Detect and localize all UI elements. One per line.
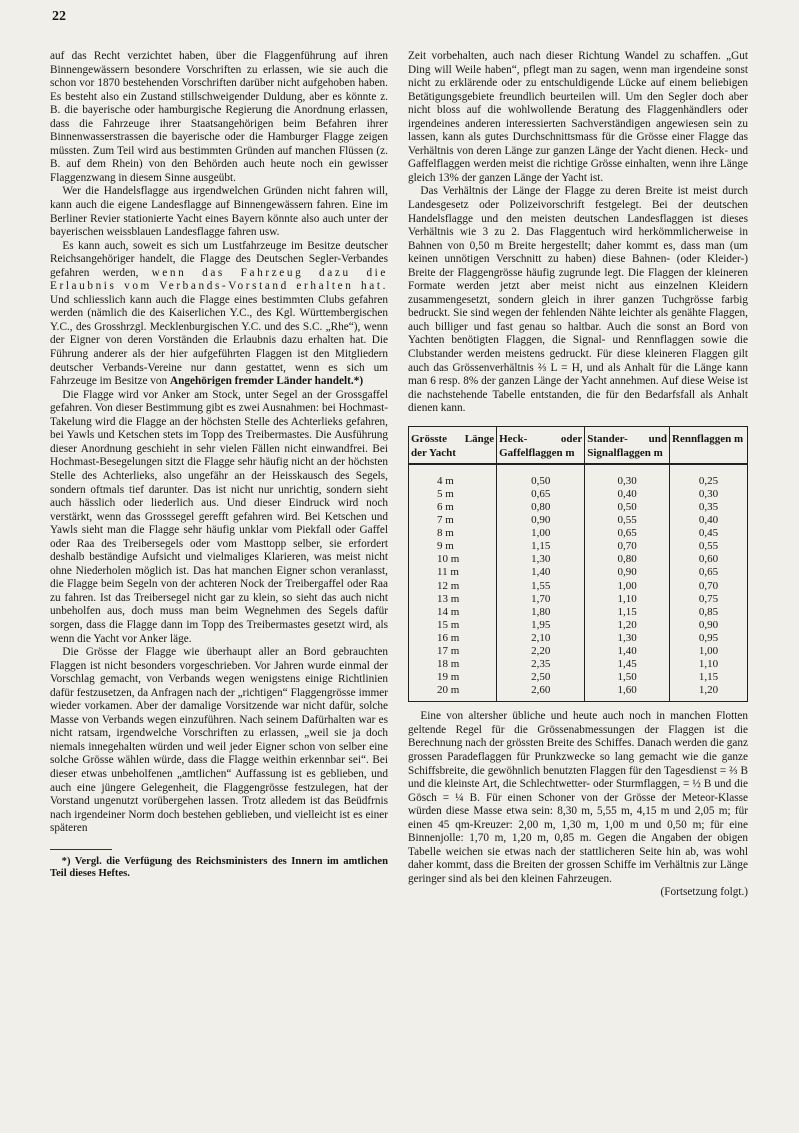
table-cell: 6 m — [409, 501, 497, 514]
spaced-emphasis: wenn das Fahrzeug dazu die Erlaubnis vom Verbands-Vorstand erhalten hat. — [50, 266, 388, 293]
table-cell: 2,20 — [497, 645, 585, 658]
paragraph-text: Es kann auch, soweit es sich um Lustfahrzeuge im Besitze deutscher Reichsangehöriger handelt, die Flagge des Deutschen Segler-Verbandes gefahren werden, — [50, 239, 388, 279]
page-number: 22 — [52, 9, 66, 24]
flag-size-table — [408, 426, 748, 703]
table-cell: 7 m — [409, 514, 497, 527]
table-cell: 0,50 — [585, 501, 670, 514]
table-row — [409, 488, 748, 501]
left-column — [50, 50, 388, 881]
table-cell: 11 m — [409, 566, 497, 579]
table-row — [409, 632, 748, 645]
table-cell: 0,95 — [670, 632, 748, 645]
table-row — [409, 593, 748, 606]
table-row — [409, 658, 748, 671]
paragraph: Eine von altersher übliche und heute auch noch in manchen Flotten geltende Regel für die Grössenabmessungen der Flaggen ist die Berechnung nach der grössten Breite des Schiffes. Danach werden die ganz grossen Paradeflaggen für Prunkzwecke so lang gemacht wie die ganze Schiffsbreite, die gewöhnlich benutzten Flaggen für den Tagesdienst = ⅔ B und die kleinste Art, die Schlechtwetter- oder Sturmflaggen, = ½ B und die Gösch = ¼ B. Für einen Schoner von der Grösse der Meteor-Klasse würden diese Masse etwa sein: 8,30 m, 5,55 m, 4,15 m und 2,05 m; für einen 45 qm-Kreuzer: 2,00 m, 1,30 m, 1,00 m und 0,50 m; für eine Binnenjolle: 1,70 m, 1,20 m, 0,85 m. Gegen die Angaben der obigen Tabelle weichen sie etwas nach der stattlicheren Seite hin ab, was wohl daher kommt, dass die Breiten der grossen Schiffe im Verhältnis zur Länge geringer sind als bei den kleinen Fahrzeugen. — [408, 710, 748, 885]
table-cell: 1,00 — [585, 580, 670, 593]
bold-emphasis: Angehörigen fremder Länder handelt.*) — [169, 375, 364, 388]
table-cell: 18 m — [409, 658, 497, 671]
table-cell: 0,90 — [670, 619, 748, 632]
table-cell: 0,55 — [670, 540, 748, 553]
table-cell: 2,60 — [497, 684, 585, 702]
table-cell: 0,70 — [585, 540, 670, 553]
table-cell: 1,70 — [497, 593, 585, 606]
table-cell: 0,90 — [497, 514, 585, 527]
table-cell: 1,15 — [497, 540, 585, 553]
table-cell: 9 m — [409, 540, 497, 553]
table-row — [409, 501, 748, 514]
table-cell: 1,40 — [497, 566, 585, 579]
table-cell: 4 m — [409, 464, 497, 488]
table-cell: 0,70 — [670, 580, 748, 593]
table-cell: 1,00 — [670, 645, 748, 658]
table-cell: 1,00 — [497, 527, 585, 540]
table-row — [409, 540, 748, 553]
table-cell: 0,40 — [670, 514, 748, 527]
table-row — [409, 527, 748, 540]
paragraph: Das Verhältnis der Länge der Flagge zu deren Breite ist meist durch Landesgesetz oder Polizeivorschrift festgelegt. Bei der deutschen Handelsflagge und den meisten deutschen Landesflaggen ist dieses Verhältnis wie 3 zu 2. Das Flaggentuch wird herkömmlicherweise in Bahnen von 0,50 m Breite hergestellt; daher kommt es, dass man (um keinen unnötigen Verschnitt zu haben) diese Bahnen- (oder Kleider-) Breite der Flaggengrösse häufig zugrunde legt. Die Flaggen der kleineren Formate werden jetzt aber meist nicht aus einzelnen Kleidern zusammengesetzt, sondern gleich in ihrer ganzen Tuchgrösse farbig bedruckt. Sie sind wegen der fehlenden Nähte leichter als genähte Flaggen, auch billiger und fast genau so haltbar. Auch die sonst an Bord von Yachten benötigten Flaggen, die Signal- und Rennflaggen sowie die Clubstander werden meistens gedruckt. Für diese kleineren Flaggen gilt auch das Grössenverhältnis ⅔ L = H, und als Anhalt für die Länge kann man 6 resp. 8% der ganzen Länge der Yacht annehmen. Auf diese Weise ist die nachstehende Tabelle entstanden, die für den Bedarfsfall als Anhalt dienen kann. — [408, 185, 748, 415]
table-cell: 16 m — [409, 632, 497, 645]
table-cell: 1,15 — [585, 606, 670, 619]
table-cell: 0,80 — [497, 501, 585, 514]
table-cell: 13 m — [409, 593, 497, 606]
paragraph: Die Grösse der Flagge wie überhaupt aller an Bord gebrauchten Flaggen ist nicht besonders vorgeschrieben. Vor Jahren wurde einmal der Vorschlag gemacht, von Verbands wegen wenigstens einige Richtlinien dafür festzusetzen, da Anfragen nach der „richtigen“ Flaggengrösse immer wieder vorkamen. Aber der damalige Vorsitzende war nicht dafür, solche Masse von Verbands wegen einzuführen. Nach seinem Dafürhalten war es nicht ratsam, irgendwelche Vorschriften zu erlassen, „weil sie ja doch niemals innegehalten würden und weil jeder Eigner schon von selber eine solche Grösse wählen würde, dass die Flagge weithin erkennbar sei“. Bei dieser etwas unbeholfenen „amtlichen“ Auffassung ist es geblieben, und auch eine jüngere Gelegenheit, die Flaggengrösse festzulegen, hat der Vorstand ungenutzt vorübergehen lassen. Trotz alledem ist das Beüdfrnis nach irgendeiner Norm doch bestehen geblieben, und vielleicht ist es einer späteren — [50, 646, 388, 835]
table-cell: 1,30 — [585, 632, 670, 645]
continuation-note: (Fortsetzung folgt.) — [660, 886, 748, 899]
footnote-rule — [50, 849, 112, 850]
table-cell: 1,95 — [497, 619, 585, 632]
table-cell: 1,40 — [585, 645, 670, 658]
table-cell: 1,15 — [670, 671, 748, 684]
table-cell: 0,55 — [585, 514, 670, 527]
table-header-row — [409, 426, 748, 464]
table-cell: 2,50 — [497, 671, 585, 684]
paragraph — [50, 240, 388, 389]
table-cell: 0,30 — [585, 464, 670, 488]
table-row — [409, 580, 748, 593]
table-cell: 1,10 — [585, 593, 670, 606]
paragraph: Wer die Handelsflagge aus irgendwelchen Gründen nicht fahren will, kann auch die eigene Landesflagge auf Binnengewässern fahren. Eine im Berliner Revier stationierte Yacht eines Bayern könnte also auch unter der bayerischen weissblauen Landesflagge fahren usw. — [50, 185, 388, 239]
table-cell: 0,65 — [585, 527, 670, 540]
table-cell: 20 m — [409, 684, 497, 702]
table-cell: 1,50 — [585, 671, 670, 684]
table-cell: 0,65 — [497, 488, 585, 501]
table-cell: 0,40 — [585, 488, 670, 501]
table-cell: 15 m — [409, 619, 497, 632]
table-row — [409, 464, 748, 488]
table-row — [409, 684, 748, 702]
table-row — [409, 566, 748, 579]
table-cell: 0,65 — [670, 566, 748, 579]
table-cell: 0,75 — [670, 593, 748, 606]
column-header: Grösste Länge der Yacht — [409, 426, 497, 464]
table-cell: 12 m — [409, 580, 497, 593]
table-row — [409, 671, 748, 684]
table-row — [409, 606, 748, 619]
table-cell: 2,10 — [497, 632, 585, 645]
table-cell: 0,50 — [497, 464, 585, 488]
paragraph: Die Flagge wird vor Anker am Stock, unter Segel an der Grossgaffel gefahren. Von dieser Bestimmung gibt es zwei Ausnahmen: bei Hochmast-Takelung wird die Flagge an der höchsten Stelle des Achterlieks gefahren, bei Yawls und Ketschen stets im Topp des Treibermastes. Die Ausführung dieser Anordnung geschieht in sehr vielen Fällen nicht einwandfrei. Bei Hochmast-Besegelungen sitzt die Flagge sehr häufig nicht an der höchsten Stelle des Achterlieks, also ungefähr an der Heisskausch des Segels, sondern oftmals tief darunter. Das ist nicht nur unrichtig, sondern sieht auch hässlich oder liederlich aus. Und dieser Eindruck wird noch verstärkt, wenn das Grosssegel gerefft gefahren wird. Bei Ketschen und Yawls sieht man die Flagge sehr häufig unklar vom Piekfall oder Gaffel oder Raa des Treibersegels oder vom Masttopp selber, sie erfordert deshalb beständige Aufsicht und vielmaliges Klarieren, was meist nicht ohne Niederholen möglich ist. Das hat manchen Eigner schon veranlasst, die Flagge beim Segeln von der achteren Nock der Treibergaffel oder Raa zu fahren. Ist das Treibersegel nicht gar zu klein, so sieht das auch nicht unbeholfen aus, doch muss man beim Wegnehmen des Segels dafür sorgen, dass die Flagge dann im Topp des Treibermastes gesetzt wird, als wenn die Yacht vor Anker läge. — [50, 388, 388, 645]
table-cell: 1,60 — [585, 684, 670, 702]
right-column — [408, 50, 748, 900]
table-row — [409, 514, 748, 527]
paragraph-text: Und schliesslich kann auch die Flagge eines bestimmten Clubs gefahren werden (nämlich die des Kaiserlichen Y.C., des Kgl. Württembergischen Y.C., des Grosshrzgl. Mecklenburgischen Y.C. und des S.C. „Rhe“), wenn der Eigner von deren Vorständen die Erlaubnis dazu erhalten hat. Die Führung anderer als der hier aufgeführten Flaggen ist den Mitgliedern deutscher Verbands-Vereine nur dann gestattet, wenn es sich um Fahrzeuge im Besitze von — [50, 293, 388, 388]
table-cell: 2,35 — [497, 658, 585, 671]
table-body — [409, 464, 748, 702]
footnote: *) Vergl. die Verfügung des Reichsministers des Innern im amtlichen Teil dieses Heftes. — [50, 855, 388, 880]
table-cell: 1,20 — [585, 619, 670, 632]
table-cell: 1,10 — [670, 658, 748, 671]
table-cell: 0,25 — [670, 464, 748, 488]
table-row — [409, 645, 748, 658]
table-cell: 8 m — [409, 527, 497, 540]
table-cell: 17 m — [409, 645, 497, 658]
table-row — [409, 553, 748, 566]
column-header: Rennflaggen m — [670, 426, 748, 464]
paragraph: auf das Recht verzichtet haben, über die Flaggenführung auf ihren Binnengewässern besondere Vorschriften zu erlassen, wie sie auch die schon vor 1870 bestehenden Vorschriften darüber nicht aufgehoben haben. Es besteht also ein Zustand stillschweigender Duldung, aber es könnte z. B. die bayerische oder hamburgische Regierung die Anordnung erlassen, dass die Fahrzeuge ihrer Staatsangehörigen beim Befahren ihrer Binnenwasserstrassen die bayerische oder die Hamburger Flagge zeigen müssten. Zum Teil wird aus bestimmten Gründen auf manchen Flüssen (z. B. auf dem Rhein) von den Behörden auch heute noch ein gewisser Flaggenzwang in diesem Sinne ausgeübt. — [50, 50, 388, 184]
table-cell: 19 m — [409, 671, 497, 684]
table-cell: 5 m — [409, 488, 497, 501]
table-cell: 0,45 — [670, 527, 748, 540]
table-cell: 0,35 — [670, 501, 748, 514]
table-row — [409, 619, 748, 632]
table-cell: 0,85 — [670, 606, 748, 619]
table-cell: 1,30 — [497, 553, 585, 566]
table-cell: 1,80 — [497, 606, 585, 619]
table-cell: 0,60 — [670, 553, 748, 566]
table-cell: 1,20 — [670, 684, 748, 702]
paragraph: Zeit vorbehalten, auch nach dieser Richtung Wandel zu schaffen. „Gut Ding will Weile haben“, pflegt man zu sagen, wenn man irgendeine sonst nicht zu erklärende oder zu entschuldigende Lücke auf einem beliebigen Betätigungsgebiete freundlich beurteilen will. Um den Segler doch aber nicht bloss auf die wohlwollende Beratung des Flaggenhändlers oder irgendeines anderen interessierten Sachverständigen angewiesen sein zu lassen, kann als gutes Durchschnittsmass für die Grösse einer Flagge das Verhältnis von deren Länge zur ganzen Länge der Yacht dienen. Heck- und Gaffelflaggen werden meist die richtige Grösse einhalten, wenn ihre Länge gleich 13% der ganzen Länge der Yacht ist. — [408, 50, 748, 184]
table-cell: 10 m — [409, 553, 497, 566]
table-cell: 0,80 — [585, 553, 670, 566]
column-header: Heck- oder Gaffelflaggen m — [497, 426, 585, 464]
table-cell: 0,30 — [670, 488, 748, 501]
table-cell: 14 m — [409, 606, 497, 619]
table-cell: 0,90 — [585, 566, 670, 579]
table-cell: 1,45 — [585, 658, 670, 671]
table-cell: 1,55 — [497, 580, 585, 593]
column-header: Stander- und Signalflaggen m — [585, 426, 670, 464]
